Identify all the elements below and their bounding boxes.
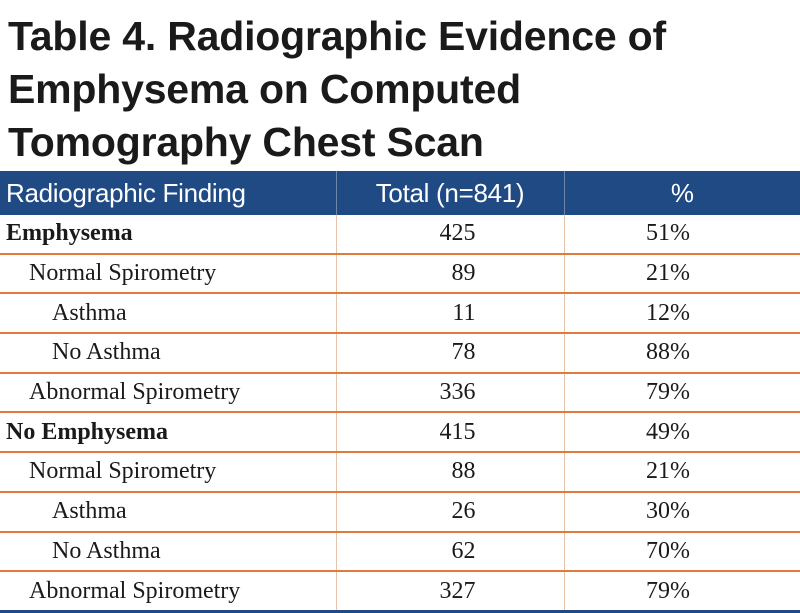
header-row <box>0 171 800 215</box>
row-label: No Asthma <box>0 532 336 572</box>
row-percent: 70% <box>564 532 800 572</box>
header-finding: Radiographic Finding <box>0 171 336 215</box>
table-row <box>0 571 800 611</box>
row-total: 26 <box>336 492 564 532</box>
table-title <box>8 10 798 169</box>
row-label: Normal Spirometry <box>0 254 336 294</box>
table-row <box>0 254 800 294</box>
title-line: Table 4. Radiographic Evidence of <box>8 13 666 59</box>
row-label: Emphysema <box>0 215 336 254</box>
header-percent: % <box>564 171 800 215</box>
row-total: 78 <box>336 333 564 373</box>
row-label: Abnormal Spirometry <box>0 373 336 413</box>
title-line: Tomography Chest Scan <box>8 119 484 165</box>
row-label: Asthma <box>0 492 336 532</box>
table-row <box>0 532 800 572</box>
row-total: 11 <box>336 293 564 333</box>
table-body <box>0 215 800 611</box>
table-row <box>0 293 800 333</box>
table-row <box>0 452 800 492</box>
row-total: 336 <box>336 373 564 413</box>
title-line: Emphysema on Computed <box>8 66 521 112</box>
table-row <box>0 373 800 413</box>
row-percent: 88% <box>564 333 800 373</box>
table-row <box>0 333 800 373</box>
row-total: 88 <box>336 452 564 492</box>
row-total: 89 <box>336 254 564 294</box>
table-row <box>0 412 800 452</box>
emphysema-table <box>0 171 800 613</box>
row-percent: 79% <box>564 571 800 611</box>
row-percent: 21% <box>564 452 800 492</box>
row-total: 62 <box>336 532 564 572</box>
header-total: Total (n=841) <box>336 171 564 215</box>
row-percent: 30% <box>564 492 800 532</box>
row-total: 327 <box>336 571 564 611</box>
row-label: Normal Spirometry <box>0 452 336 492</box>
row-percent: 51% <box>564 215 800 254</box>
row-label: No Asthma <box>0 333 336 373</box>
row-percent: 49% <box>564 412 800 452</box>
row-total: 415 <box>336 412 564 452</box>
row-percent: 21% <box>564 254 800 294</box>
row-percent: 12% <box>564 293 800 333</box>
row-percent: 79% <box>564 373 800 413</box>
table-header <box>0 171 800 215</box>
row-label: No Emphysema <box>0 412 336 452</box>
table-row <box>0 492 800 532</box>
table-row <box>0 215 800 254</box>
row-label: Asthma <box>0 293 336 333</box>
row-total: 425 <box>336 215 564 254</box>
row-label: Abnormal Spirometry <box>0 571 336 611</box>
